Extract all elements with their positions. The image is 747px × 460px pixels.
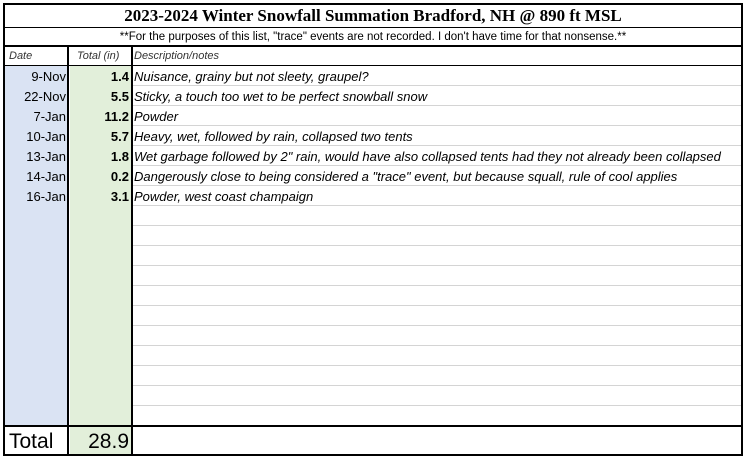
total-cell: 1.8 (110, 148, 129, 164)
header-total: Total (in) (77, 50, 120, 62)
header-description: Description/notes (134, 50, 219, 62)
date-cell: 7-Jan (33, 108, 66, 124)
date-cell: 13-Jan (26, 148, 66, 164)
description-cell: Powder, west coast champaign (134, 188, 314, 204)
date-cell: 9-Nov (31, 68, 66, 84)
date-cell: 10-Jan (26, 128, 66, 144)
total-value: 28.9 (70, 427, 131, 456)
total-cell: 5.7 (110, 128, 129, 144)
total-cell: 1.4 (110, 68, 129, 84)
total-cell: 0.2 (110, 168, 129, 184)
header-date: Date (9, 50, 33, 62)
description-cell: Nuisance, grainy but not sleety, graupel? (134, 68, 369, 84)
total-label: Total (9, 429, 54, 453)
sheet-subtitle: **For the purposes of this list, "trace" events are not recorded. I don't have time for that nonsense.** (5, 28, 741, 47)
sheet-border (3, 3, 743, 456)
description-cell: Powder (134, 108, 179, 124)
description-cell: Dangerously close to being considered a "trace" event, but because squall, rule of cool applies (134, 168, 678, 184)
date-cell: 14-Jan (26, 168, 66, 184)
date-cell: 16-Jan (26, 188, 66, 204)
date-cell: 22-Nov (24, 88, 66, 104)
description-cell: Sticky, a touch too wet to be perfect snowball snow (134, 88, 428, 104)
description-cell: Wet garbage followed by 2" rain, would have also collapsed tents had they not already been collapsed (134, 148, 721, 164)
description-cell: Heavy, wet, followed by rain, collapsed two tents (134, 128, 413, 144)
total-cell: 5.5 (110, 88, 129, 104)
total-cell: 3.1 (110, 188, 129, 204)
sheet-title: 2023-2024 Winter Snowfall Summation Bradford, NH @ 890 ft MSL (5, 5, 741, 28)
total-cell: 11.2 (104, 108, 129, 124)
